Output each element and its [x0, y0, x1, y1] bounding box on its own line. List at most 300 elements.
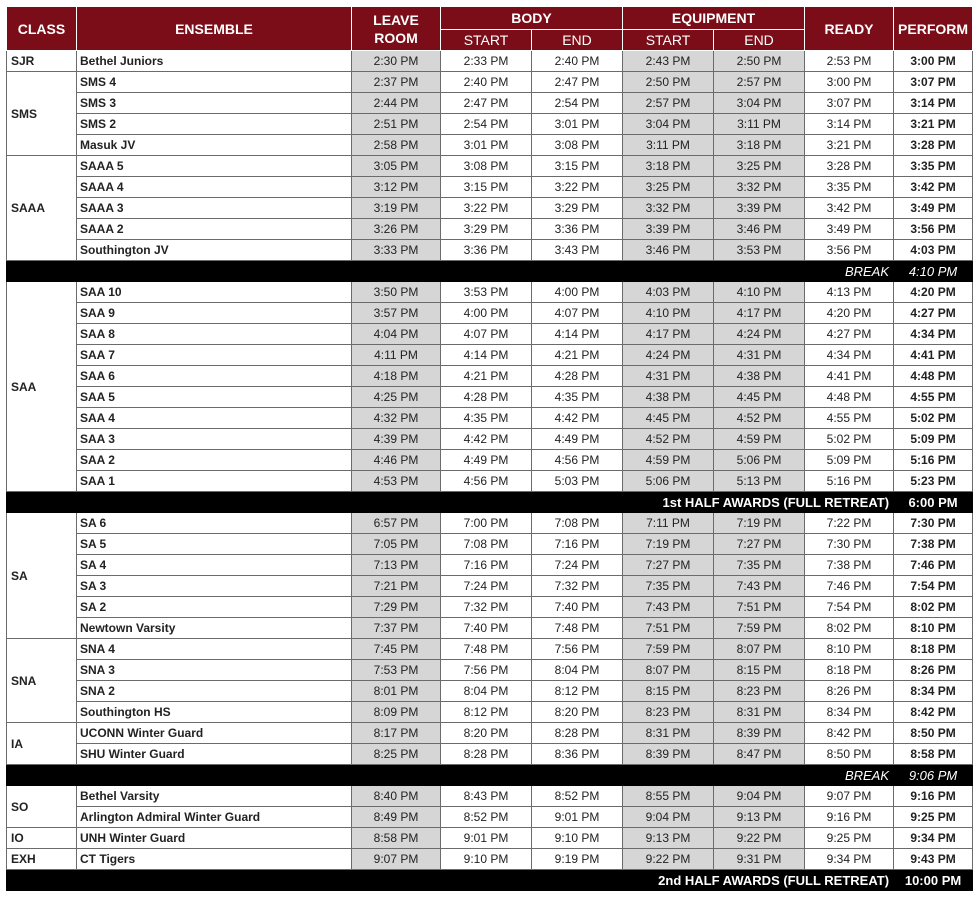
equipment-end-cell: 4:10 PM — [714, 282, 805, 303]
leave-room-cell: 7:53 PM — [352, 660, 441, 681]
equipment-start-cell: 3:18 PM — [623, 156, 714, 177]
leave-room-cell: 3:05 PM — [352, 156, 441, 177]
ready-cell: 7:30 PM — [805, 534, 894, 555]
perform-cell: 4:34 PM — [894, 324, 973, 345]
leave-room-cell: 9:07 PM — [352, 849, 441, 870]
ensemble-cell: Bethel Juniors — [77, 51, 352, 72]
ensemble-cell: SNA 4 — [77, 639, 352, 660]
ready-cell: 8:10 PM — [805, 639, 894, 660]
ready-cell: 4:55 PM — [805, 408, 894, 429]
ensemble-cell: SA 2 — [77, 597, 352, 618]
body-end-cell: 9:10 PM — [532, 828, 623, 849]
class-cell: SNA — [7, 639, 77, 723]
perform-cell: 7:54 PM — [894, 576, 973, 597]
table-row — [7, 114, 973, 135]
leave-room-cell: 8:40 PM — [352, 786, 441, 807]
equipment-start-cell: 9:22 PM — [623, 849, 714, 870]
equipment-end-cell: 7:43 PM — [714, 576, 805, 597]
leave-room-cell: 2:37 PM — [352, 72, 441, 93]
body-end-cell: 9:19 PM — [532, 849, 623, 870]
perform-cell: 4:03 PM — [894, 240, 973, 261]
body-start-cell: 7:32 PM — [441, 597, 532, 618]
equipment-start-cell: 4:24 PM — [623, 345, 714, 366]
class-cell: SO — [7, 786, 77, 828]
leave-room-cell: 7:29 PM — [352, 597, 441, 618]
body-end-cell: 4:21 PM — [532, 345, 623, 366]
table-row — [7, 681, 973, 702]
equipment-start-cell: 4:52 PM — [623, 429, 714, 450]
table-row — [7, 240, 973, 261]
body-end-cell: 7:48 PM — [532, 618, 623, 639]
leave-room-cell: 4:53 PM — [352, 471, 441, 492]
leave-room-cell: 2:58 PM — [352, 135, 441, 156]
leave-room-cell: 7:13 PM — [352, 555, 441, 576]
ensemble-cell: Bethel Varsity — [77, 786, 352, 807]
leave-room-cell: 2:51 PM — [352, 114, 441, 135]
perform-cell: 4:48 PM — [894, 366, 973, 387]
class-cell: SMS — [7, 72, 77, 156]
equipment-start-cell: 8:55 PM — [623, 786, 714, 807]
equipment-start-cell: 8:31 PM — [623, 723, 714, 744]
table-row — [7, 198, 973, 219]
table-body — [7, 51, 973, 891]
leave-room-cell: 8:49 PM — [352, 807, 441, 828]
body-start-header: START — [441, 30, 532, 51]
equipment-end-cell: 8:47 PM — [714, 744, 805, 765]
perform-cell: 3:35 PM — [894, 156, 973, 177]
perform-cell: 3:49 PM — [894, 198, 973, 219]
perform-cell: 4:27 PM — [894, 303, 973, 324]
ensemble-cell: SAA 9 — [77, 303, 352, 324]
perform-cell: 5:23 PM — [894, 471, 973, 492]
table-row — [7, 660, 973, 681]
table-row — [7, 387, 973, 408]
equipment-start-cell: 3:46 PM — [623, 240, 714, 261]
ready-cell: 3:14 PM — [805, 114, 894, 135]
equipment-end-cell: 9:13 PM — [714, 807, 805, 828]
body-end-cell: 7:56 PM — [532, 639, 623, 660]
equipment-start-cell: 2:57 PM — [623, 93, 714, 114]
body-start-cell: 4:56 PM — [441, 471, 532, 492]
ensemble-cell: SHU Winter Guard — [77, 744, 352, 765]
body-end-cell: 3:01 PM — [532, 114, 623, 135]
equipment-start-cell: 4:45 PM — [623, 408, 714, 429]
ready-cell: 8:02 PM — [805, 618, 894, 639]
ready-cell: 9:16 PM — [805, 807, 894, 828]
body-end-cell: 2:47 PM — [532, 72, 623, 93]
equipment-end-cell: 5:06 PM — [714, 450, 805, 471]
table-row — [7, 408, 973, 429]
body-end-cell: 3:15 PM — [532, 156, 623, 177]
ensemble-cell: SAA 10 — [77, 282, 352, 303]
body-end-cell: 3:29 PM — [532, 198, 623, 219]
ready-cell: 9:07 PM — [805, 786, 894, 807]
equipment-end-cell: 8:31 PM — [714, 702, 805, 723]
class-cell: EXH — [7, 849, 77, 870]
body-start-cell: 4:07 PM — [441, 324, 532, 345]
equipment-end-cell: 7:19 PM — [714, 513, 805, 534]
body-end-cell: 7:24 PM — [532, 555, 623, 576]
awards-label: 2nd HALF AWARDS (FULL RETREAT) — [7, 870, 894, 891]
ensemble-cell: Arlington Admiral Winter Guard — [77, 807, 352, 828]
leave-room-cell: 8:58 PM — [352, 828, 441, 849]
body-start-cell: 7:08 PM — [441, 534, 532, 555]
equipment-end-cell: 4:59 PM — [714, 429, 805, 450]
perform-cell: 4:20 PM — [894, 282, 973, 303]
ready-cell: 4:34 PM — [805, 345, 894, 366]
ensemble-cell: SA 4 — [77, 555, 352, 576]
equipment-end-cell: 4:38 PM — [714, 366, 805, 387]
ensemble-cell: SAAA 4 — [77, 177, 352, 198]
ensemble-cell: SAA 7 — [77, 345, 352, 366]
body-end-cell: 7:08 PM — [532, 513, 623, 534]
table-row — [7, 555, 973, 576]
ensemble-cell: Newtown Varsity — [77, 618, 352, 639]
equipment-start-cell: 3:39 PM — [623, 219, 714, 240]
ensemble-cell: SAA 5 — [77, 387, 352, 408]
body-start-cell: 9:10 PM — [441, 849, 532, 870]
body-start-cell: 8:43 PM — [441, 786, 532, 807]
body-start-cell: 7:48 PM — [441, 639, 532, 660]
leave-room-cell: 4:18 PM — [352, 366, 441, 387]
body-start-cell: 7:56 PM — [441, 660, 532, 681]
perform-cell: 7:38 PM — [894, 534, 973, 555]
perform-cell: 3:14 PM — [894, 93, 973, 114]
perform-cell: 8:18 PM — [894, 639, 973, 660]
awards-time: 10:00 PM — [894, 870, 973, 891]
break-time: 4:10 PM — [894, 261, 973, 282]
equipment-end-cell: 3:04 PM — [714, 93, 805, 114]
body-end-cell: 4:49 PM — [532, 429, 623, 450]
ready-cell: 2:53 PM — [805, 51, 894, 72]
body-end-cell: 9:01 PM — [532, 807, 623, 828]
body-start-cell: 3:01 PM — [441, 135, 532, 156]
body-start-cell: 2:40 PM — [441, 72, 532, 93]
ensemble-cell: CT Tigers — [77, 849, 352, 870]
equipment-end-cell: 3:11 PM — [714, 114, 805, 135]
equipment-end-cell: 7:35 PM — [714, 555, 805, 576]
perform-cell: 3:00 PM — [894, 51, 973, 72]
ensemble-cell: SMS 2 — [77, 114, 352, 135]
equipment-start-cell: 5:06 PM — [623, 471, 714, 492]
perform-cell: 3:21 PM — [894, 114, 973, 135]
equipment-end-cell: 4:24 PM — [714, 324, 805, 345]
body-start-cell: 7:16 PM — [441, 555, 532, 576]
ready-cell: 4:41 PM — [805, 366, 894, 387]
perform-cell: 8:10 PM — [894, 618, 973, 639]
equipment-start-cell: 2:43 PM — [623, 51, 714, 72]
equipment-start-cell: 7:35 PM — [623, 576, 714, 597]
ensemble-cell: SA 5 — [77, 534, 352, 555]
break-label: BREAK — [7, 765, 894, 786]
body-end-cell: 4:00 PM — [532, 282, 623, 303]
awards-label: 1st HALF AWARDS (FULL RETREAT) — [7, 492, 894, 513]
equipment-end-cell: 7:27 PM — [714, 534, 805, 555]
ready-cell: 4:27 PM — [805, 324, 894, 345]
body-start-cell: 3:22 PM — [441, 198, 532, 219]
ready-cell: 7:46 PM — [805, 576, 894, 597]
ensemble-cell: SMS 4 — [77, 72, 352, 93]
ensemble-cell: SNA 2 — [77, 681, 352, 702]
equipment-end-cell: 3:53 PM — [714, 240, 805, 261]
equipment-start-cell: 4:38 PM — [623, 387, 714, 408]
ensemble-cell: SMS 3 — [77, 93, 352, 114]
ensemble-cell: SAA 6 — [77, 366, 352, 387]
body-start-cell: 3:15 PM — [441, 177, 532, 198]
equipment-start-cell: 9:04 PM — [623, 807, 714, 828]
awards-row — [7, 492, 973, 513]
equipment-start-cell: 4:31 PM — [623, 366, 714, 387]
table-row — [7, 156, 973, 177]
body-start-cell: 7:40 PM — [441, 618, 532, 639]
ready-cell: 8:26 PM — [805, 681, 894, 702]
body-end-cell: 2:54 PM — [532, 93, 623, 114]
perform-cell: 3:56 PM — [894, 219, 973, 240]
ensemble-cell: UNH Winter Guard — [77, 828, 352, 849]
ensemble-cell: SAA 2 — [77, 450, 352, 471]
table-row — [7, 807, 973, 828]
break-label: BREAK — [7, 261, 894, 282]
ensemble-cell: SA 6 — [77, 513, 352, 534]
perform-cell: 8:50 PM — [894, 723, 973, 744]
equipment-start-cell: 7:51 PM — [623, 618, 714, 639]
leave-room-cell: 3:26 PM — [352, 219, 441, 240]
body-start-cell: 8:04 PM — [441, 681, 532, 702]
equipment-start-cell: 4:10 PM — [623, 303, 714, 324]
ready-cell: 8:42 PM — [805, 723, 894, 744]
equipment-end-cell: 3:39 PM — [714, 198, 805, 219]
leave-room-cell: 7:45 PM — [352, 639, 441, 660]
perform-cell: 8:42 PM — [894, 702, 973, 723]
awards-row — [7, 870, 973, 891]
table-row — [7, 324, 973, 345]
table-row — [7, 828, 973, 849]
table-row — [7, 576, 973, 597]
body-end-cell: 8:20 PM — [532, 702, 623, 723]
table-row — [7, 366, 973, 387]
leave-room-cell: 7:21 PM — [352, 576, 441, 597]
body-end-cell: 3:43 PM — [532, 240, 623, 261]
ready-cell: 3:21 PM — [805, 135, 894, 156]
ready-cell: 4:48 PM — [805, 387, 894, 408]
ensemble-cell: SAA 3 — [77, 429, 352, 450]
col-ensemble-header: ENSEMBLE — [77, 7, 352, 51]
ensemble-cell: SA 3 — [77, 576, 352, 597]
body-end-cell: 5:03 PM — [532, 471, 623, 492]
equipment-end-cell: 8:15 PM — [714, 660, 805, 681]
table-header — [7, 7, 973, 51]
leave-room-cell: 6:57 PM — [352, 513, 441, 534]
body-start-cell: 9:01 PM — [441, 828, 532, 849]
equipment-end-cell: 2:50 PM — [714, 51, 805, 72]
equipment-end-cell: 7:51 PM — [714, 597, 805, 618]
body-start-cell: 8:28 PM — [441, 744, 532, 765]
table-row — [7, 450, 973, 471]
col-body-header: BODY — [441, 7, 623, 30]
equipment-end-cell: 2:57 PM — [714, 72, 805, 93]
class-cell: IO — [7, 828, 77, 849]
ensemble-cell: Masuk JV — [77, 135, 352, 156]
ready-cell: 4:13 PM — [805, 282, 894, 303]
ready-cell: 8:18 PM — [805, 660, 894, 681]
leave-room-cell: 4:39 PM — [352, 429, 441, 450]
equipment-end-cell: 9:04 PM — [714, 786, 805, 807]
body-start-cell: 8:52 PM — [441, 807, 532, 828]
body-end-cell: 4:07 PM — [532, 303, 623, 324]
leave-room-cell: 7:37 PM — [352, 618, 441, 639]
table-row — [7, 51, 973, 72]
leave-room-cell: 4:04 PM — [352, 324, 441, 345]
body-end-cell: 8:04 PM — [532, 660, 623, 681]
body-start-cell: 4:49 PM — [441, 450, 532, 471]
body-start-cell: 4:35 PM — [441, 408, 532, 429]
body-end-cell: 4:35 PM — [532, 387, 623, 408]
ready-cell: 3:35 PM — [805, 177, 894, 198]
body-end-header: END — [532, 30, 623, 51]
equipment-start-cell: 8:39 PM — [623, 744, 714, 765]
equipment-start-cell: 3:32 PM — [623, 198, 714, 219]
table-row — [7, 282, 973, 303]
ensemble-cell: SAA 1 — [77, 471, 352, 492]
equipment-start-cell: 2:50 PM — [623, 72, 714, 93]
table-row — [7, 534, 973, 555]
table-row — [7, 303, 973, 324]
ensemble-cell: SAA 4 — [77, 408, 352, 429]
ensemble-cell: SAAA 5 — [77, 156, 352, 177]
ready-cell: 3:07 PM — [805, 93, 894, 114]
col-class-header: CLASS — [7, 7, 77, 51]
perform-cell: 3:28 PM — [894, 135, 973, 156]
body-end-cell: 7:32 PM — [532, 576, 623, 597]
leave-room-cell: 3:19 PM — [352, 198, 441, 219]
equipment-start-cell: 8:15 PM — [623, 681, 714, 702]
break-row — [7, 765, 973, 786]
body-end-cell: 8:36 PM — [532, 744, 623, 765]
body-end-cell: 7:40 PM — [532, 597, 623, 618]
ready-cell: 8:34 PM — [805, 702, 894, 723]
table-row — [7, 93, 973, 114]
table-row — [7, 618, 973, 639]
leave-room-cell: 2:44 PM — [352, 93, 441, 114]
awards-time: 6:00 PM — [894, 492, 973, 513]
equipment-start-cell: 4:17 PM — [623, 324, 714, 345]
perform-cell: 9:16 PM — [894, 786, 973, 807]
table-row — [7, 345, 973, 366]
ready-cell: 8:50 PM — [805, 744, 894, 765]
body-start-cell: 7:00 PM — [441, 513, 532, 534]
ready-cell: 3:56 PM — [805, 240, 894, 261]
class-cell: SAAA — [7, 156, 77, 261]
perform-cell: 7:46 PM — [894, 555, 973, 576]
table-row — [7, 744, 973, 765]
table-row — [7, 513, 973, 534]
equipment-start-cell: 7:59 PM — [623, 639, 714, 660]
leave-room-cell: 4:32 PM — [352, 408, 441, 429]
body-start-cell: 2:47 PM — [441, 93, 532, 114]
ready-cell: 5:16 PM — [805, 471, 894, 492]
body-end-cell: 4:28 PM — [532, 366, 623, 387]
perform-cell: 4:41 PM — [894, 345, 973, 366]
class-cell: SAA — [7, 282, 77, 492]
perform-cell: 8:26 PM — [894, 660, 973, 681]
ready-cell: 7:54 PM — [805, 597, 894, 618]
equipment-start-cell: 3:25 PM — [623, 177, 714, 198]
perform-cell: 5:09 PM — [894, 429, 973, 450]
leave-room-cell: 3:12 PM — [352, 177, 441, 198]
leave-room-cell: 7:05 PM — [352, 534, 441, 555]
body-start-cell: 8:20 PM — [441, 723, 532, 744]
perform-cell: 8:02 PM — [894, 597, 973, 618]
body-end-cell: 4:42 PM — [532, 408, 623, 429]
leave-room-cell: 4:11 PM — [352, 345, 441, 366]
equipment-end-cell: 8:07 PM — [714, 639, 805, 660]
equipment-start-cell: 9:13 PM — [623, 828, 714, 849]
body-end-cell: 4:56 PM — [532, 450, 623, 471]
ensemble-cell: SAA 8 — [77, 324, 352, 345]
class-cell: IA — [7, 723, 77, 765]
body-end-cell: 3:08 PM — [532, 135, 623, 156]
body-start-cell: 3:08 PM — [441, 156, 532, 177]
table-row — [7, 702, 973, 723]
equipment-start-cell: 7:27 PM — [623, 555, 714, 576]
table-row — [7, 429, 973, 450]
ready-cell: 5:09 PM — [805, 450, 894, 471]
leave-room-cell: 4:25 PM — [352, 387, 441, 408]
perform-cell: 8:58 PM — [894, 744, 973, 765]
equipment-end-cell: 9:22 PM — [714, 828, 805, 849]
table-row — [7, 597, 973, 618]
body-start-cell: 4:21 PM — [441, 366, 532, 387]
schedule-table — [6, 6, 973, 891]
body-start-cell: 4:28 PM — [441, 387, 532, 408]
equipment-start-cell: 8:23 PM — [623, 702, 714, 723]
leave-room-cell: 3:50 PM — [352, 282, 441, 303]
col-perform-header: PERFORM — [894, 7, 973, 51]
leave-room-cell: 8:09 PM — [352, 702, 441, 723]
ready-cell: 3:49 PM — [805, 219, 894, 240]
ready-cell: 7:38 PM — [805, 555, 894, 576]
break-row — [7, 261, 973, 282]
body-start-cell: 4:14 PM — [441, 345, 532, 366]
perform-cell: 9:43 PM — [894, 849, 973, 870]
equipment-end-cell: 4:31 PM — [714, 345, 805, 366]
equipment-end-cell: 4:17 PM — [714, 303, 805, 324]
equipment-start-cell: 8:07 PM — [623, 660, 714, 681]
equipment-end-cell: 8:39 PM — [714, 723, 805, 744]
perform-cell: 7:30 PM — [894, 513, 973, 534]
equipment-start-cell: 7:11 PM — [623, 513, 714, 534]
table-row — [7, 135, 973, 156]
body-start-cell: 3:29 PM — [441, 219, 532, 240]
table-row — [7, 639, 973, 660]
body-start-cell: 7:24 PM — [441, 576, 532, 597]
table-row — [7, 723, 973, 744]
body-end-cell: 3:22 PM — [532, 177, 623, 198]
perform-cell: 9:25 PM — [894, 807, 973, 828]
equipment-start-header: START — [623, 30, 714, 51]
leave-room-cell: 3:33 PM — [352, 240, 441, 261]
class-cell: SJR — [7, 51, 77, 72]
equipment-start-cell: 3:11 PM — [623, 135, 714, 156]
schedule-sheet — [6, 6, 972, 891]
body-end-cell: 8:28 PM — [532, 723, 623, 744]
ready-cell: 9:25 PM — [805, 828, 894, 849]
col-leave-room-header: LEAVE ROOM — [352, 7, 441, 51]
ready-cell: 3:42 PM — [805, 198, 894, 219]
perform-cell: 3:07 PM — [894, 72, 973, 93]
table-row — [7, 849, 973, 870]
body-end-cell: 8:52 PM — [532, 786, 623, 807]
